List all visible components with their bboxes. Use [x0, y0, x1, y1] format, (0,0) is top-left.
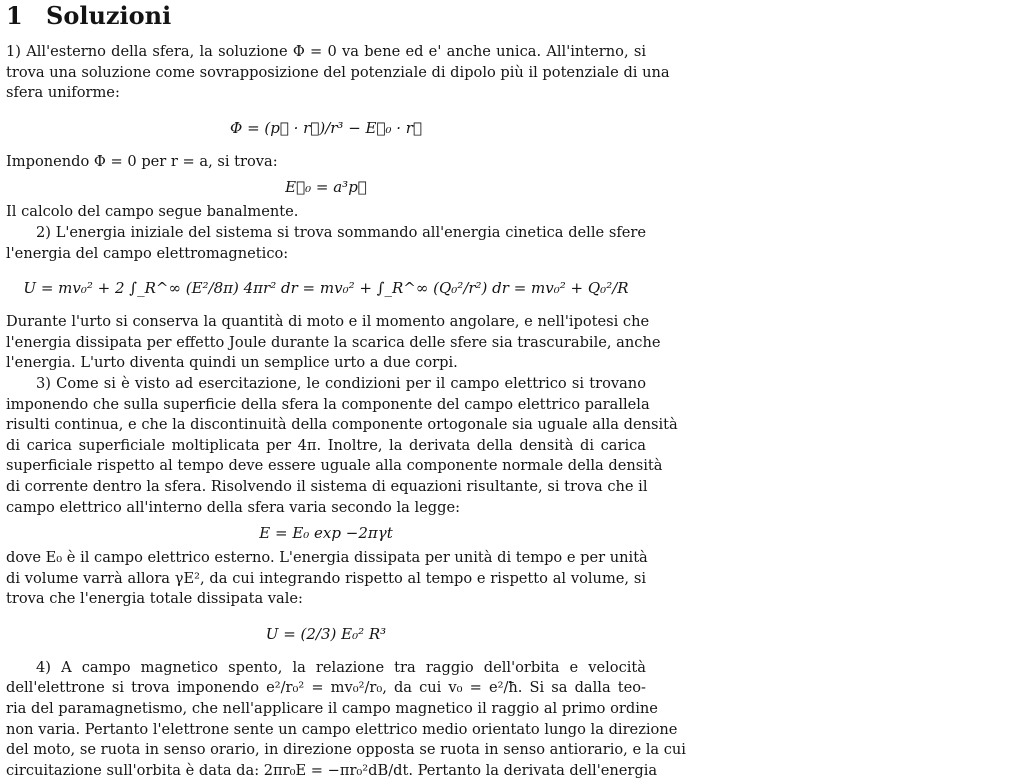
- equation-field-decay: E = E₀ exp −2πγt: [259, 524, 393, 543]
- equation-energy: U = mv₀² + 2 ∫_R^∞ (E²/8π) 4πr² dr = mv₀² + ∫_R^∞ (Q₀²/r²) dr = mv₀² + Q₀²/R: [23, 279, 629, 298]
- text-line: 1) All'esterno della sfera, la soluzione Φ = 0 va bene ed e' anche unica. All'interno, si: [6, 43, 646, 60]
- equation-field: E⃗₀ = a³p⃗: [285, 178, 367, 197]
- text-line: trova che l'energia totale dissipata vale:: [6, 590, 303, 608]
- text-line: campo elettrico all'interno della sfera varia secondo la legge:: [6, 498, 461, 516]
- text-line: superficiale rispetto al tempo deve essere uguale alla componente normale della densità: [6, 457, 663, 475]
- text-line: 2) L'energia iniziale del sistema si trova sommando all'energia cinetica delle sfere: [36, 223, 646, 241]
- text-line: Il calcolo del campo segue banalmente.: [6, 203, 299, 221]
- equation-dipole-potential: Φ = (p⃗ · r⃗)/r³ − E⃗₀ · r⃗: [230, 118, 422, 137]
- text-line: risulti continua, e che la discontinuità della componente ortogonale sia uguale alla densità: [6, 416, 678, 434]
- text-line: del moto, se ruota in senso orario, in direzione opposta se ruota in senso antiorario, e la cui: [6, 741, 686, 759]
- text-line: sfera uniforme:: [6, 84, 120, 102]
- section-number: 1: [6, 1, 23, 30]
- text-line: di corrente dentro la sfera. Risolvendo il sistema di equazioni risultante, si trova che il: [6, 477, 648, 495]
- text-line: imponendo che sulla superficie della sfera la componente del campo elettrico parallela: [6, 395, 650, 413]
- text-line: dove E₀ è il campo elettrico esterno. L'energia dissipata per unità di tempo e per unità: [6, 549, 648, 567]
- equation-dissipated-energy: U = (2/3) E₀² R³: [265, 624, 387, 643]
- text-line: 3) Come si è visto ad esercitazione, le condizioni per il campo elettrico si trovano: [36, 374, 646, 392]
- text-line: l'energia. L'urto diventa quindi un semplice urto a due corpi.: [6, 354, 458, 372]
- text-line: ria del paramagnetismo, che nell'applicare il campo magnetico il raggio al primo ordine: [6, 700, 658, 718]
- text-line: di volume varrà allora γE², da cui integrando rispetto al tempo e rispetto al volume, si: [6, 569, 646, 587]
- text-line: trova una soluzione come sovrapposizione del potenziale di dipolo più il potenziale di una: [6, 63, 670, 81]
- text-line: circuitazione sull'orbita è data da: 2πr₀E = −πr₀²dB/dt. Pertanto la derivata dell'energia: [6, 761, 658, 779]
- text-line: Imponendo Φ = 0 per r = a, si trova:: [6, 152, 278, 170]
- text-line: l'energia del campo elettromagnetico:: [6, 244, 289, 262]
- text-line: non varia. Pertanto l'elettrone sente un campo elettrico medio orientato lungo la direzione: [6, 720, 678, 738]
- section-title: Soluzioni: [46, 1, 172, 30]
- text-line: dell'elettrone si trova imponendo e²/r₀² = mv₀²/r₀, da cui v₀ = e²/ħ. Si sa dalla teo-: [6, 679, 646, 697]
- text-line: l'energia dissipata per effetto Joule durante la scarica delle sfere sia trascurabile, anche: [6, 333, 661, 351]
- text-line: di carica superficiale moltiplicata per 4π. Inoltre, la derivata della densità di carica: [6, 436, 646, 454]
- section-heading: [6, 2, 171, 30]
- body-text: [6, 42, 686, 781]
- text-line: Durante l'urto si conserva la quantità di moto e il momento angolare, e nell'ipotesi che: [6, 313, 650, 331]
- text-line: 4) A campo magnetico spento, la relazione tra raggio dell'orbita e velocità: [36, 658, 646, 676]
